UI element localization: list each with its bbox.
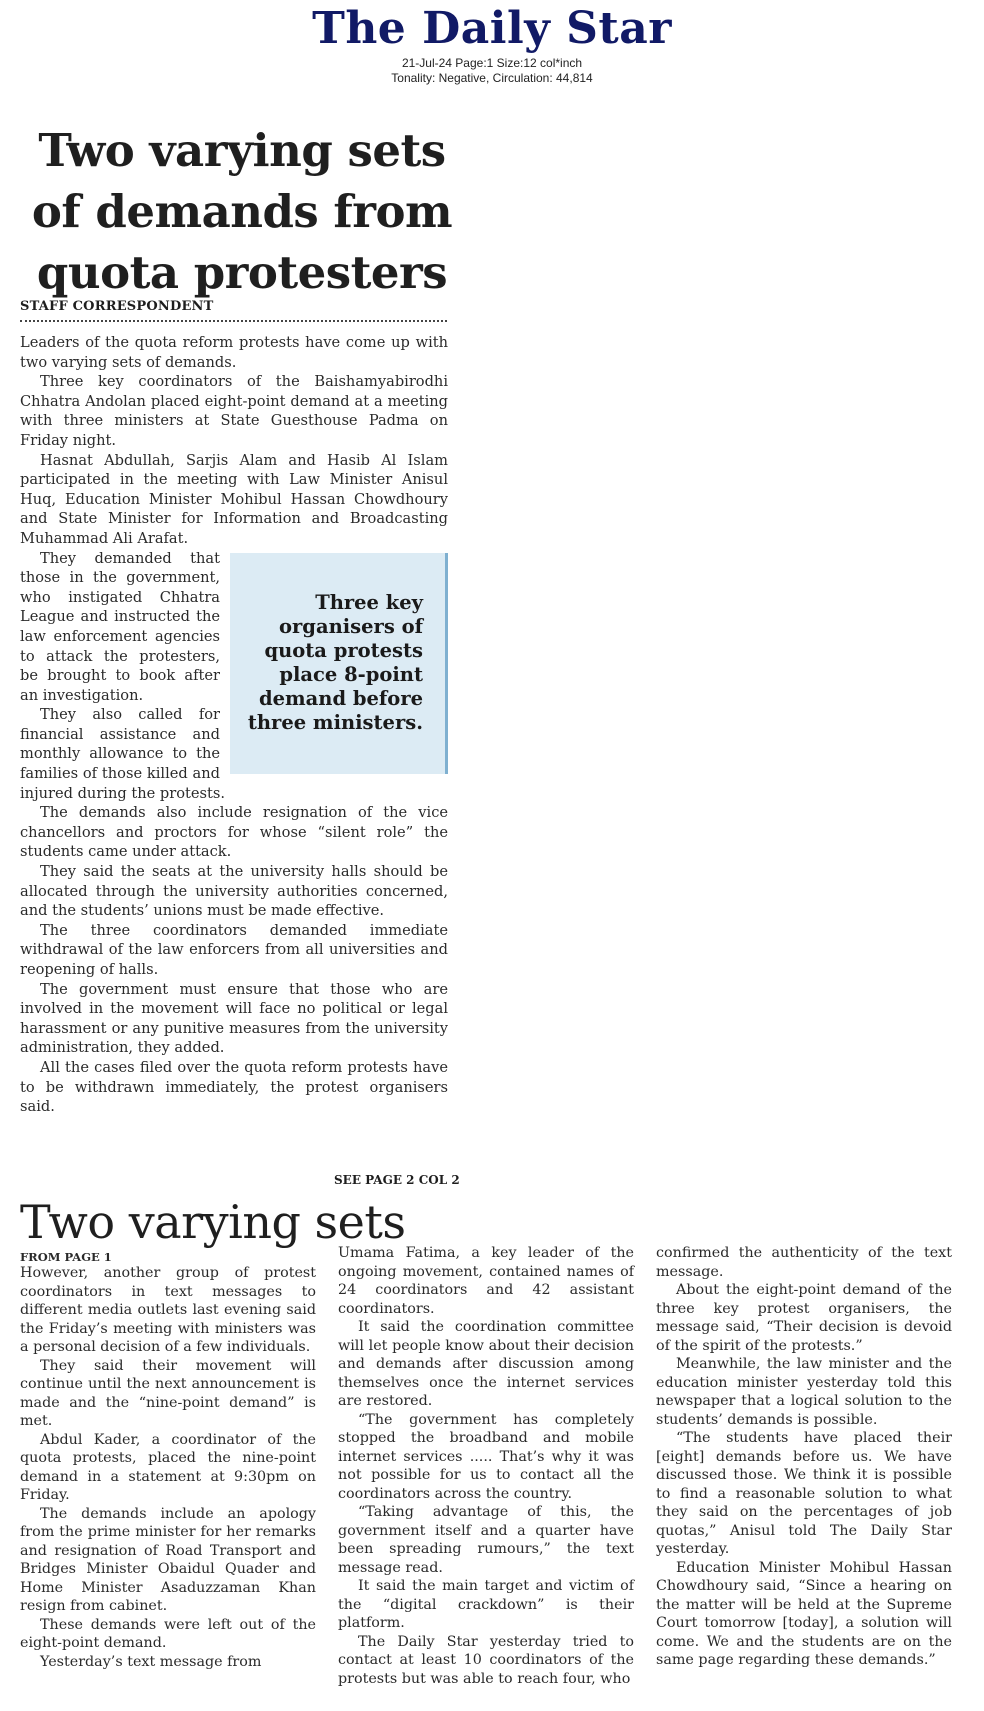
jump-paragraph: confirmed the authenticity of the text message.	[656, 1245, 952, 1280]
from-page-label: FROM PAGE 1	[20, 1250, 112, 1264]
jump-paragraph: Umama Fatima, a key leader of the ongoing movement, contained names of 24 coordinators and 42 assistant coordinators.	[338, 1245, 634, 1317]
article-paragraph: They said the seats at the university halls should be allocated through the university authorities concerned, and the students’ unions must be made effective.	[20, 863, 448, 920]
jump-paragraph: The Daily Star yesterday tried to contact at least 10 coordinators of the protests but was able to reach four, who	[338, 1633, 634, 1687]
jump-paragraph: “The government has completely stopped the broadband and mobile internet services ..... That’s why it was not possible for us to contact all the coordinators across the country.	[338, 1411, 634, 1502]
article-paragraph: All the cases filed over the quota reform protests have to be withdrawn immediately, the protest organisers said.	[20, 1058, 448, 1116]
article-paragraph: They also called for financial assistance and monthly allowance to the families of those killed and injured during the protests.	[20, 706, 225, 802]
article-paragraph: Three key coordinators of the Baishamyabirodhi Chhatra Andolan placed eight-point demand at a meeting with three ministers at State Guesthouse Padma on Friday night.	[20, 373, 448, 449]
article-paragraph: They demanded that those in the government, who instigated Chhatra League and instructed the law enforcement agencies to attack the protesters, be brought to book after an investigation.	[20, 549, 220, 704]
jump-paragraph: “The students have placed their [eight] demands before us. We have discussed those. We think it is possible to find a reasonable solution to what they said on the percentages of job quotas,” Anisul told The Daily Star yesterday.	[656, 1430, 952, 1557]
jump-paragraph: It said the coordination committee will let people know about their decision and demands after discussion among themselves once the internet services are restored.	[338, 1319, 634, 1409]
jump-paragraph: Abdul Kader, a coordinator of the quota protests, placed the nine-point demand in a statement at 9:30pm on Friday.	[20, 1431, 316, 1503]
jump-paragraph: About the eight-point demand of the three key protest organisers, the message said, “Their decision is devoid of the spirit of the protests.”	[656, 1282, 952, 1354]
jump-paragraph: “Taking advantage of this, the government itself and a quarter have been spreading rumours,” the text message read.	[338, 1504, 634, 1576]
jump-paragraph: Meanwhile, the law minister and the education minister yesterday told this newspaper that a logical solution to the students’ demands is possible.	[656, 1356, 952, 1428]
jump-paragraph: Education Minister Mohibul Hassan Chowdhoury said, “Since a hearing on the matter will be held at the Supreme Court tomorrow [today], a solution will come. We and the students are on the same page regarding these demands.”	[656, 1559, 952, 1668]
article-paragraph: The government must ensure that those who are involved in the movement will face no political or legal harassment or any punitive measures from the university administration, they added.	[20, 980, 448, 1057]
byline: STAFF CORRESPONDENT	[20, 299, 214, 314]
article-paragraph: Hasnat Abdullah, Sarjis Alam and Hasib Al Islam participated in the meeting with Law Minister Anisul Huq, Education Minister Mohibul Hassan Chowdhoury and State Minister for Information and Broadcasting Muhammad Ali Arafat.	[20, 451, 448, 547]
jump-column-2	[338, 1244, 634, 1688]
jump-paragraph: The demands include an apology from the prime minister for her remarks and resignation of Road Transport and Bridges Minister Obaidul Quader and Home Minister Asaduzzaman Khan resign from cabinet.	[20, 1505, 316, 1614]
newspaper-logo: The Daily Star	[312, 3, 672, 54]
clipping-meta-line-1: 21-Jul-24 Page:1 Size:12 col*inch	[401, 56, 583, 70]
jump-column-3	[656, 1244, 952, 1670]
byline-divider	[20, 320, 447, 322]
jump-paragraph: However, another group of protest coordinators in text messages to different media outlets last evening said the Friday’s meeting with ministers was a personal decision of a few individuals.	[20, 1265, 316, 1355]
jump-paragraph: These demands were left out of the eight-point demand.	[20, 1616, 316, 1651]
pull-quote-box	[230, 553, 448, 774]
clipping-meta-line-2: Tonality: Negative, Circulation: 44,814	[391, 71, 593, 85]
jump-column-1	[20, 1250, 316, 1671]
jump-paragraph: It said the main target and victim of the “digital crackdown” is their platform.	[338, 1578, 634, 1631]
article-paragraph: Leaders of the quota reform protests have come up with two varying sets of demands.	[20, 334, 448, 371]
article-headline: Two varying sets of demands from quota protesters	[31, 124, 453, 299]
masthead	[0, 2, 984, 86]
jump-headline: Two varying sets	[20, 1195, 406, 1249]
jump-paragraph: Yesterday’s text message from	[40, 1653, 262, 1670]
jump-paragraph: They said their movement will continue until the next announcement is made and the “nine-point demand” is met.	[20, 1357, 316, 1429]
article-paragraph: The three coordinators demanded immediate withdrawal of the law enforcers from all universities and reopening of halls.	[20, 921, 448, 978]
article-body	[20, 333, 448, 1117]
continuation-note: SEE PAGE 2 COL 2	[334, 1173, 460, 1187]
pull-quote: Three key organisers of quota protests place 8-point demand before three ministers.	[247, 591, 423, 735]
article-paragraph: The demands also include resignation of the vice chancellors and proctors for whose “silent role” the students came under attack.	[20, 804, 448, 861]
